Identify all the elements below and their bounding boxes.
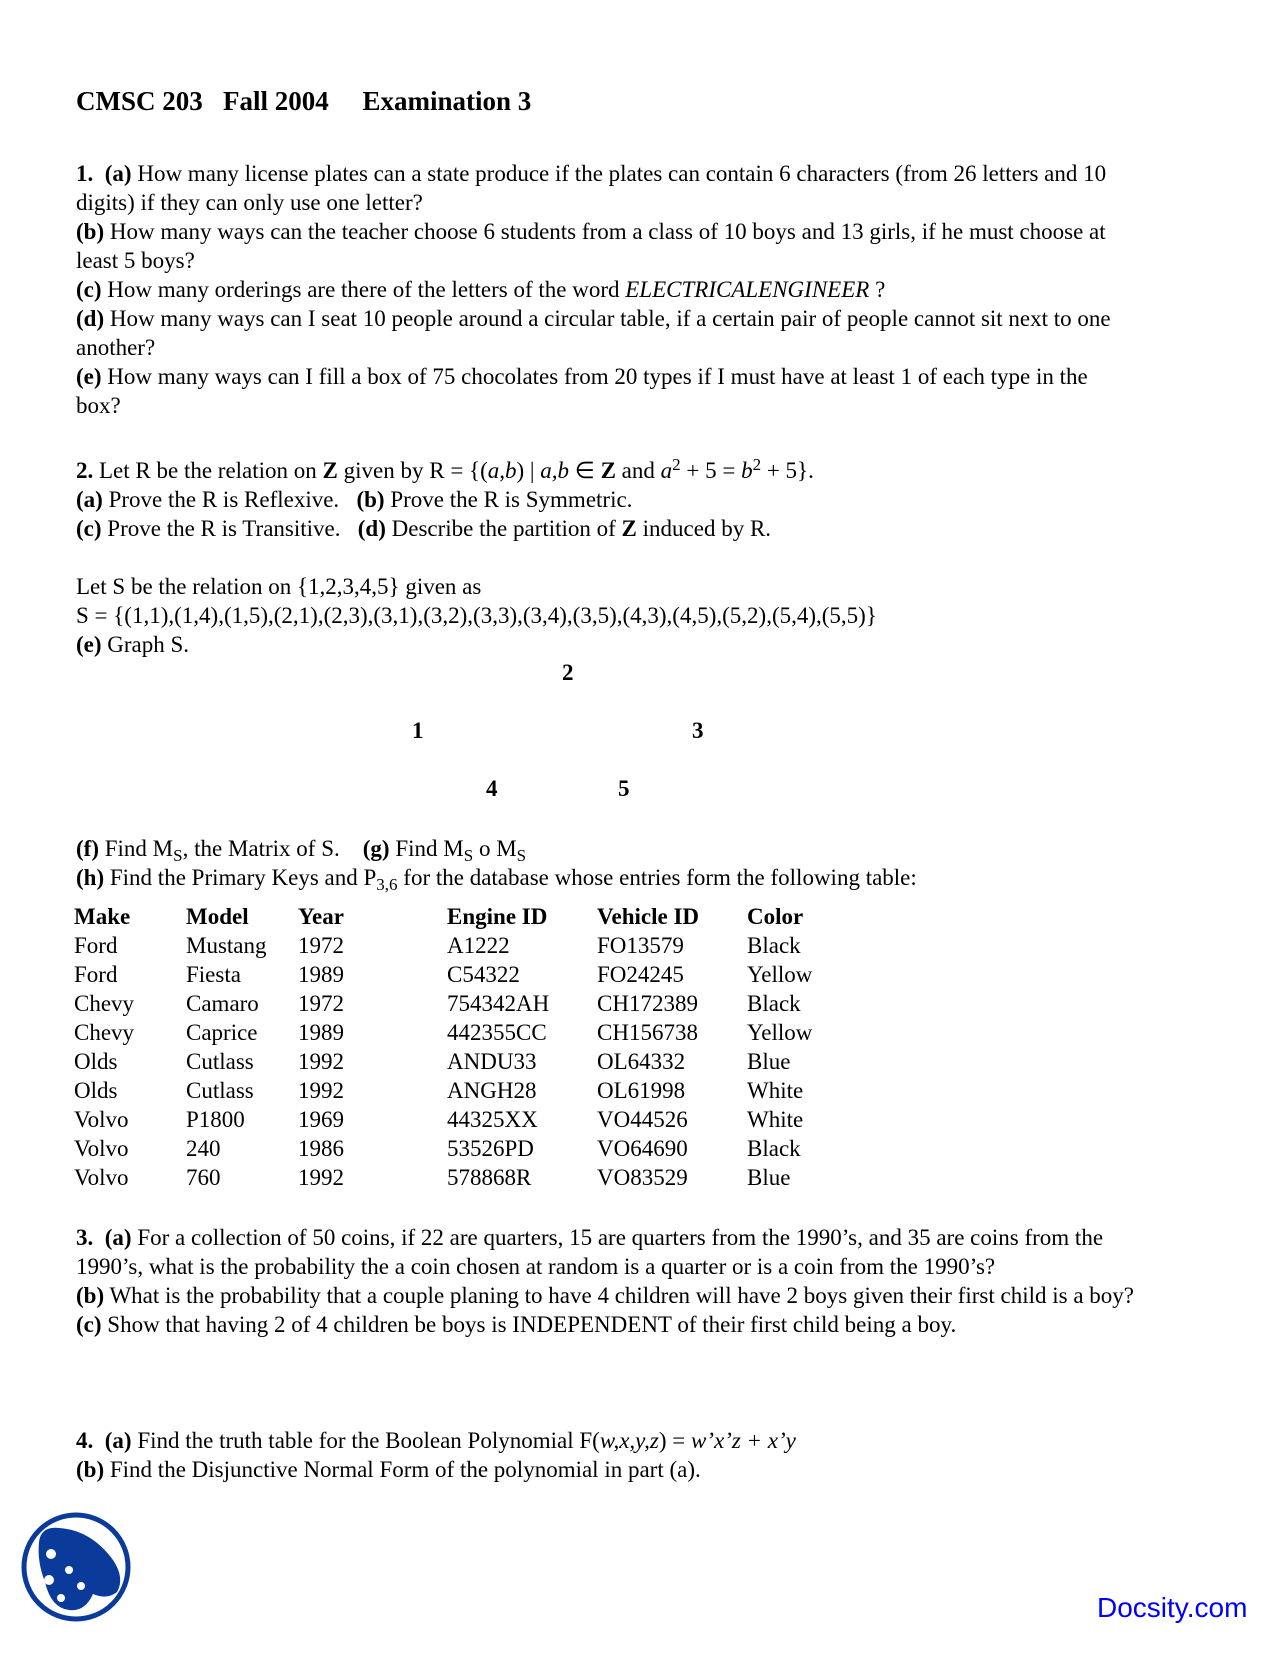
part-label: (c) [76, 1312, 102, 1337]
column-header: Vehicle ID [597, 904, 700, 929]
table-cell: 754342AH [447, 991, 550, 1016]
subscript: S [516, 846, 527, 865]
docsity-brand-link[interactable]: Docsity.com [1097, 1592, 1248, 1623]
q2b-text: Prove the R is Symmetric. [390, 487, 633, 512]
s-set: S = {(1,1),(1,4),(1,5),(2,1),(2,3),(3,1),(3,2),(3,3),(3,4),(3,5),(4,3),(4,5),(5,2),(5,4),(5,5)} [76, 603, 877, 628]
table-cell: OL61998 [597, 1078, 686, 1103]
table-cell: Blue [747, 1049, 791, 1074]
part-label: (f) [76, 836, 99, 861]
table-header-row [74, 902, 812, 931]
question-2 [76, 456, 1136, 659]
q2e-text: Graph S. [107, 632, 190, 657]
q-number: 2. [76, 458, 94, 483]
table-cell: Ford [74, 933, 118, 958]
q-number: 1. [76, 161, 94, 186]
q1c-word: ELECTRICALENGINEER [625, 277, 870, 302]
page-title: CMSC 203 Fall 2004 Examination 3 [76, 86, 532, 116]
q2c-text: Prove the R is Transitive. [107, 516, 341, 541]
q2-text: + 5}. [761, 458, 814, 483]
subscript: S [463, 846, 474, 865]
part-label: (e) [76, 632, 102, 657]
q4a-text: Find the truth table for the Boolean Polynomial F( [137, 1428, 600, 1453]
table-cell: CH172389 [597, 991, 698, 1016]
z-symbol: Z [600, 458, 616, 483]
table-cell: Chevy [74, 1020, 135, 1045]
graph-node-3: 3 [692, 718, 704, 743]
question-2-parts-fgh [76, 834, 1136, 892]
table-cell: Yellow [747, 962, 813, 987]
subscript: S [173, 846, 183, 865]
part-label: (g) [362, 836, 390, 861]
q2-var: a,b [540, 458, 570, 483]
table-cell: 240 [186, 1136, 221, 1161]
graph-node-5: 5 [618, 776, 630, 801]
table-cell: ANGH28 [447, 1078, 537, 1103]
part-label: (b) [76, 1457, 105, 1482]
q2g-text: o M [473, 836, 517, 861]
question-4 [76, 1426, 1136, 1484]
table-cell: C54322 [447, 962, 520, 987]
table-cell: 1992 [298, 1078, 344, 1103]
table-cell: Black [747, 933, 801, 958]
table-row [74, 1134, 812, 1163]
table-cell: ANDU33 [447, 1049, 537, 1074]
column-header: Engine ID [447, 904, 548, 929]
q1c-text: How many orderings are there of the letters of the word [107, 277, 620, 302]
exponent: 2 [672, 455, 681, 474]
q1d-text: How many ways can I seat 10 people around a circular table, if a certain pair of people cannot sit next to one another? [76, 306, 1111, 360]
q2-intro: Let R be the relation on [99, 458, 317, 483]
column-header: Model [186, 904, 249, 929]
part-label: (a) [104, 1225, 132, 1250]
q3c-text: Show that having 2 of 4 children be boys is INDEPENDENT of their first child being a boy. [107, 1312, 957, 1337]
q4b-text: Find the Disjunctive Normal Form of the polynomial in part (a). [109, 1457, 701, 1482]
q-number: 4. [76, 1428, 94, 1453]
table-row [74, 1018, 812, 1047]
q1c-end: ? [869, 277, 886, 302]
table-cell: Olds [74, 1049, 118, 1074]
docsity-logo-icon [21, 1512, 131, 1628]
table-cell: 1969 [298, 1107, 344, 1132]
q2-var: b [741, 458, 753, 483]
part-label: (e) [76, 364, 102, 389]
graph-node-4: 4 [486, 776, 498, 801]
q2-text: given by R = {( [343, 458, 488, 483]
q1a-text: How many license plates can a state produce if the plates can contain 6 characters (from 26 letters and 10 digits) if they can only use one letter? [76, 161, 1107, 215]
part-label: (d) [357, 516, 386, 541]
table-cell: Black [747, 1136, 801, 1161]
table-cell: Camaro [186, 991, 259, 1016]
table-row [74, 960, 812, 989]
q2-var: a,b [487, 458, 517, 483]
table-row [74, 1163, 812, 1192]
graph-node-2: 2 [562, 660, 574, 685]
q2-text: and [615, 458, 661, 483]
q2h-text: Find the Primary Keys and P [109, 865, 377, 890]
q2-text: + 5 = [680, 458, 742, 483]
table-cell: 1992 [298, 1165, 344, 1190]
table-cell: VO44526 [597, 1107, 688, 1132]
table-cell: Yellow [747, 1020, 813, 1045]
table-cell: Black [747, 991, 801, 1016]
table-cell: OL64332 [597, 1049, 686, 1074]
q3a-text: For a collection of 50 coins, if 22 are quarters, 15 are quarters from the 1990’s, and 35 are coins from the 1990’s, what is the probability the a coin chosen at random is a quarter or is a coin from the 1990’s? [76, 1225, 1104, 1279]
vehicle-table [74, 902, 812, 1192]
part-label: (b) [76, 1283, 105, 1308]
column-header: Color [747, 904, 804, 929]
table-cell: White [747, 1078, 804, 1103]
subscript: 3,6 [376, 875, 398, 894]
table-cell: Cutlass [186, 1049, 254, 1074]
q2f-text: , the Matrix of S. [182, 836, 340, 861]
table-cell: Blue [747, 1165, 791, 1190]
q4a-text: ) = [658, 1428, 691, 1453]
column-header: Make [74, 904, 131, 929]
table-cell: CH156738 [597, 1020, 698, 1045]
z-symbol: Z [621, 516, 637, 541]
part-label: (a) [76, 487, 103, 512]
q1b-text: How many ways can the teacher choose 6 students from a class of 10 boys and 13 girls, if he must choose at least 5 boys? [76, 219, 1106, 273]
table-cell: Ford [74, 962, 118, 987]
table-cell: A1222 [447, 933, 510, 958]
table-row [74, 1047, 812, 1076]
q3b-text: What is the probability that a couple planing to have 4 children will have 2 boys given their first child is a boy? [109, 1283, 1134, 1308]
part-label: (a) [104, 1428, 132, 1453]
table-cell: VO83529 [597, 1165, 688, 1190]
q2d-text: Describe the partition of [391, 516, 616, 541]
table-cell: Volvo [74, 1136, 129, 1161]
q2g-text: Find M [395, 836, 464, 861]
part-label: (b) [356, 487, 385, 512]
table-cell: Caprice [186, 1020, 258, 1045]
table-cell: VO64690 [597, 1136, 688, 1161]
q2f-text: Find M [104, 836, 174, 861]
table-cell: 442355CC [447, 1020, 547, 1045]
s-intro: Let S be the relation on {1,2,3,4,5} given as [76, 574, 482, 599]
table-cell: 1986 [298, 1136, 344, 1161]
q-number: 3. [76, 1225, 94, 1250]
table-cell: 53526PD [447, 1136, 534, 1161]
part-label: (b) [76, 219, 105, 244]
table-cell: P1800 [186, 1107, 245, 1132]
table-cell: Olds [74, 1078, 118, 1103]
table-cell: Chevy [74, 991, 135, 1016]
question-1 [76, 159, 1136, 420]
part-label: (c) [76, 516, 102, 541]
table-cell: Volvo [74, 1165, 129, 1190]
question-3 [76, 1223, 1136, 1339]
table-cell: 1989 [298, 962, 344, 987]
table-cell: 578868R [447, 1165, 532, 1190]
table-row [74, 1105, 812, 1134]
table-cell: 1989 [298, 1020, 344, 1045]
table-cell: 1972 [298, 933, 344, 958]
table-cell: FO24245 [597, 962, 684, 987]
exponent: 2 [752, 455, 762, 474]
q2-text: ) | [516, 458, 541, 483]
table-cell: White [747, 1107, 804, 1132]
z-symbol: Z [322, 458, 338, 483]
table-cell: Cutlass [186, 1078, 254, 1103]
table-cell: 760 [186, 1165, 221, 1190]
q1e-text: How many ways can I fill a box of 75 chocolates from 20 types if I must have at least 1 of each type in the box? [76, 364, 1088, 418]
q2d-end: induced by R. [642, 516, 772, 541]
table-row [74, 931, 812, 960]
table-cell: Fiesta [186, 962, 241, 987]
q2-var: a [660, 458, 673, 483]
q4-expr: w’x’z + x’y [690, 1428, 796, 1453]
part-label: (a) [104, 161, 132, 186]
table-cell: 1992 [298, 1049, 344, 1074]
table-cell: Volvo [74, 1107, 129, 1132]
table-cell: FO13579 [597, 933, 684, 958]
table-row [74, 989, 812, 1018]
table-cell: 44325XX [447, 1107, 538, 1132]
q2h-text: for the database whose entries form the following table: [397, 865, 917, 890]
table-row [74, 1076, 812, 1105]
q2-text: ∈ [569, 458, 601, 483]
q4-vars: w,x,y,z [599, 1428, 659, 1453]
part-label: (c) [76, 277, 102, 302]
table-cell: 1972 [298, 991, 344, 1016]
part-label: (d) [76, 306, 105, 331]
q2a-text: Prove the R is Reflexive. [108, 487, 340, 512]
table-cell: Mustang [186, 933, 267, 958]
graph-node-1: 1 [412, 718, 424, 743]
part-label: (h) [76, 865, 105, 890]
column-header: Year [298, 904, 344, 929]
